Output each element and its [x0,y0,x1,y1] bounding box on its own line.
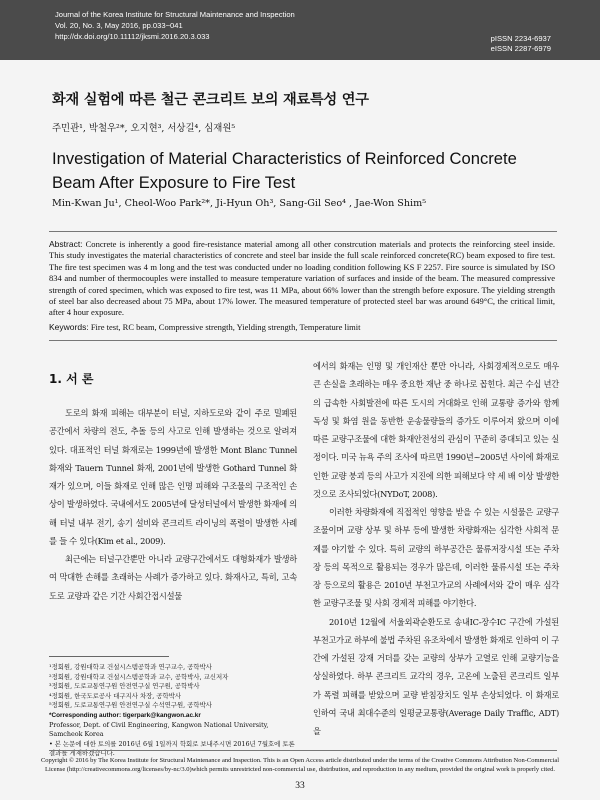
korean-authors: 주민관¹, 박철우²*, 오지현³, 서상길⁴, 심재원⁵ [52,123,236,134]
column-left [49,404,297,605]
doi-link[interactable]: http://dx.doi.org/10.11112/jksmi.2016.20.3.033 [55,31,210,41]
english-authors: Min-Kwan Ju¹, Cheol-Woo Park²*, Ji-Hyun Oh³, Sang-Gil Seo⁴ , Jae-Won Shim⁵ [52,198,427,209]
footnote: ³정회원, 도로교통연구원 안전연구실 연구원, 공학박사 [49,682,200,691]
paragraph: 2010년 12월에 서울외곽순환도로 송내IC-장수IC 구간에 가설된 부천고가교 하부에 불법 주차된 유조차에서 발생한 화재로 인하여 이 구간에 가설된 강재 거더를 갖는 교량의 상부가 고열로 인해 교량기능을 상실하였다. 하부 콘크리트 교각의 경우, 고온에 노출된 콘크리트 일부가 폭렬 피해를 받았으며 교량 받침장치도 일부 손상되었다. 이 화재로 인하여 국내 최대수준의 일평균교통량(Average Daily Traffic, ADT)을 [313,616,559,736]
abstract [49,239,555,319]
footnote-rule [49,656,169,657]
paragraph: 최근에는 터널구간뿐만 아니라 교량구간에서도 대형화재가 발생하여 막대한 손해를 초래하는 사례가 증가하고 있다. 화재사고, 특히, 고속도로 교량과 같은 기간 사회간접시설물 [49,554,297,601]
section-heading: 1. 서 론 [49,372,94,386]
column-right [313,357,559,740]
abstract-bottom-rule [49,340,557,341]
pissn: pISSN 2234-6937 [490,34,551,43]
english-title: Investigation of Material Characteristics of Reinforced Concrete Beam After Exposure to Fire Test [52,149,517,192]
footnote: ¹정회원, 강원대학교 건설시스템공학과 연구교수, 공학박사 [49,663,212,671]
keywords-text: Fire test, RC beam, Compressive strength, Yielding strength, Temperature limit [90,322,361,332]
keywords-label: Keywords: [49,322,89,332]
footnote: ⁵정회원, 도로교통연구원 안전연구실 수석연구원, 공학박사 [49,701,212,710]
corresponding-author: *Corresponding author: tigerpark@kangwon.ac.kr [49,711,201,719]
keywords [49,322,555,332]
footnote: ²정회원, 강원대학교 건설시스템공학과 교수, 공학박사, 교신저자 [49,672,229,681]
discussion-note: • 본 논문에 대한 토의를 2016년 6월 1일까지 학회로 보내주시면 2016년 7월호에 토론결과를 게재하겠습니다. [49,739,295,758]
footnote: ⁴정회원, 한국도로공사 대구지사 차장, 공학박사 [49,691,182,700]
page-number: 33 [295,781,305,791]
journal-name: Journal of the Korea Institute for Structural Maintenance and Inspection [55,10,295,19]
copyright-rule [49,750,557,751]
eissn: eISSN 2287-6979 [490,44,551,53]
journal-banner [0,0,600,60]
paragraph: 에서의 화재는 인명 및 개인재산 뿐만 아니라, 사회경제적으로도 매우 큰 손실을 초래하는 매우 중요한 재난 중 하나로 꼽힌다. 최근 수십 년간의 급속한 사회발전에 따른 도시의 거대화로 인해 교통량 증가와 함께 독성 및 화염 원을 동반한 운송물량들의 증가도 이루어져 왔으며 이에 따른 교량구조물에 대한 화재안전성의 관심이 꾸준히 증대되고 있는 실정이다. 미국 뉴욕 주의 조사에 따르면 1990년~2005년 사이에 화재로 인한 교량 붕괴 등의 사고가 지진에 의한 피해보다 약 세 배 이상 발생한 것으로 조사되었다(NYDoT, 2008). [313,361,559,499]
korean-title: 화재 실험에 따른 철근 콘크리트 보의 재료특성 연구 [52,92,369,108]
affiliation: Professor, Dept. of Civil Engineering, Kangwon National University, Samcheok Korea [49,720,269,739]
paragraph: 도로의 화재 피해는 대부분이 터널, 지하도로와 같이 주로 밀폐된 공간에서 차량의 전도, 추돌 등의 사고로 인해 발생하는 것으로 알려져 있다. 대표적인 터널 화재로는 1999년에 발생한 Mont Blanc Tunnel 화재와 Tauern Tunnel 화재, 2001년에 발생한 Gothard Tunnel 화재가 있으며, 이들 화재로 인해 많은 인명 피해와 구조물의 구조적인 손상이 발생하였다. 국내에서도 2005년에 달성터널에서 발생한 화재에 의해 터널 내부 전기, 송기 설비와 콘크리트 라이닝의 폭렬이 발생한 사례를 들 수 있다(Kim et al., 2009). [49,408,297,546]
abstract-text: Concrete is inherently a good fire-resistance material among all other constrcution materials and protects the reinforcing steel inside. This study investigates the material characteristics of concrete and steel bar inside the full scale reinforced concrete(RC) beam exposed to fire test. The fire test specimen was 4 m long and the test was conducted under no loading condition following KS F 2257. Fire source is simulated by ISO 834 and number of thermocouples were installed to measure temperature variation of surfaces and inside of the beam. The measured compressive strength of cored specimen, which was exposed to fire test, was 11 MPa, about 66% lower than the strength before exposure. The yielding strength of steel bar also decreased about 75 MPa, about 17% lower. The measured temperature of protected steel bar was around 649°C, the critical limit, after 4 hour exposure. [49,239,555,318]
footnotes [49,663,299,759]
copyright-notice: Copyright © 2016 by The Korea Institute for Structural Maintenance and Inspection. This is an Open Access article distributed under the terms of the Creative Commons Attribution Non-Commercial License (http://creativecommons.org/licenses/by-nc/3.0)which permits unrestricted non-commercial use, distribution, and reproduction in any medium, provided the original work is properly cited. [40,757,560,773]
abstract-top-rule [49,231,557,232]
abstract-label: Abstract: [49,239,83,249]
journal-issue: Vol. 20, No. 3, May 2016, pp.033~041 [55,20,183,30]
paragraph: 이러한 차량화재에 직접적인 영향을 받을 수 있는 시설물은 교량구조물이며 교량 상부 및 하부 등에 발생한 차량화재는 심각한 사회적 문제를 야기할 수 있다. 특히 교량의 하부공간은 물류저장시설 또는 주차장 등의 목적으로 활용되는 경우가 많은데, 이러한 물류시설 또는 주차장 등으로의 활용은 2010년 부천고가교의 사례에서와 같이 매우 심각한 교량구조물 및 사회 경제적 피해를 야기한다. [313,507,559,609]
